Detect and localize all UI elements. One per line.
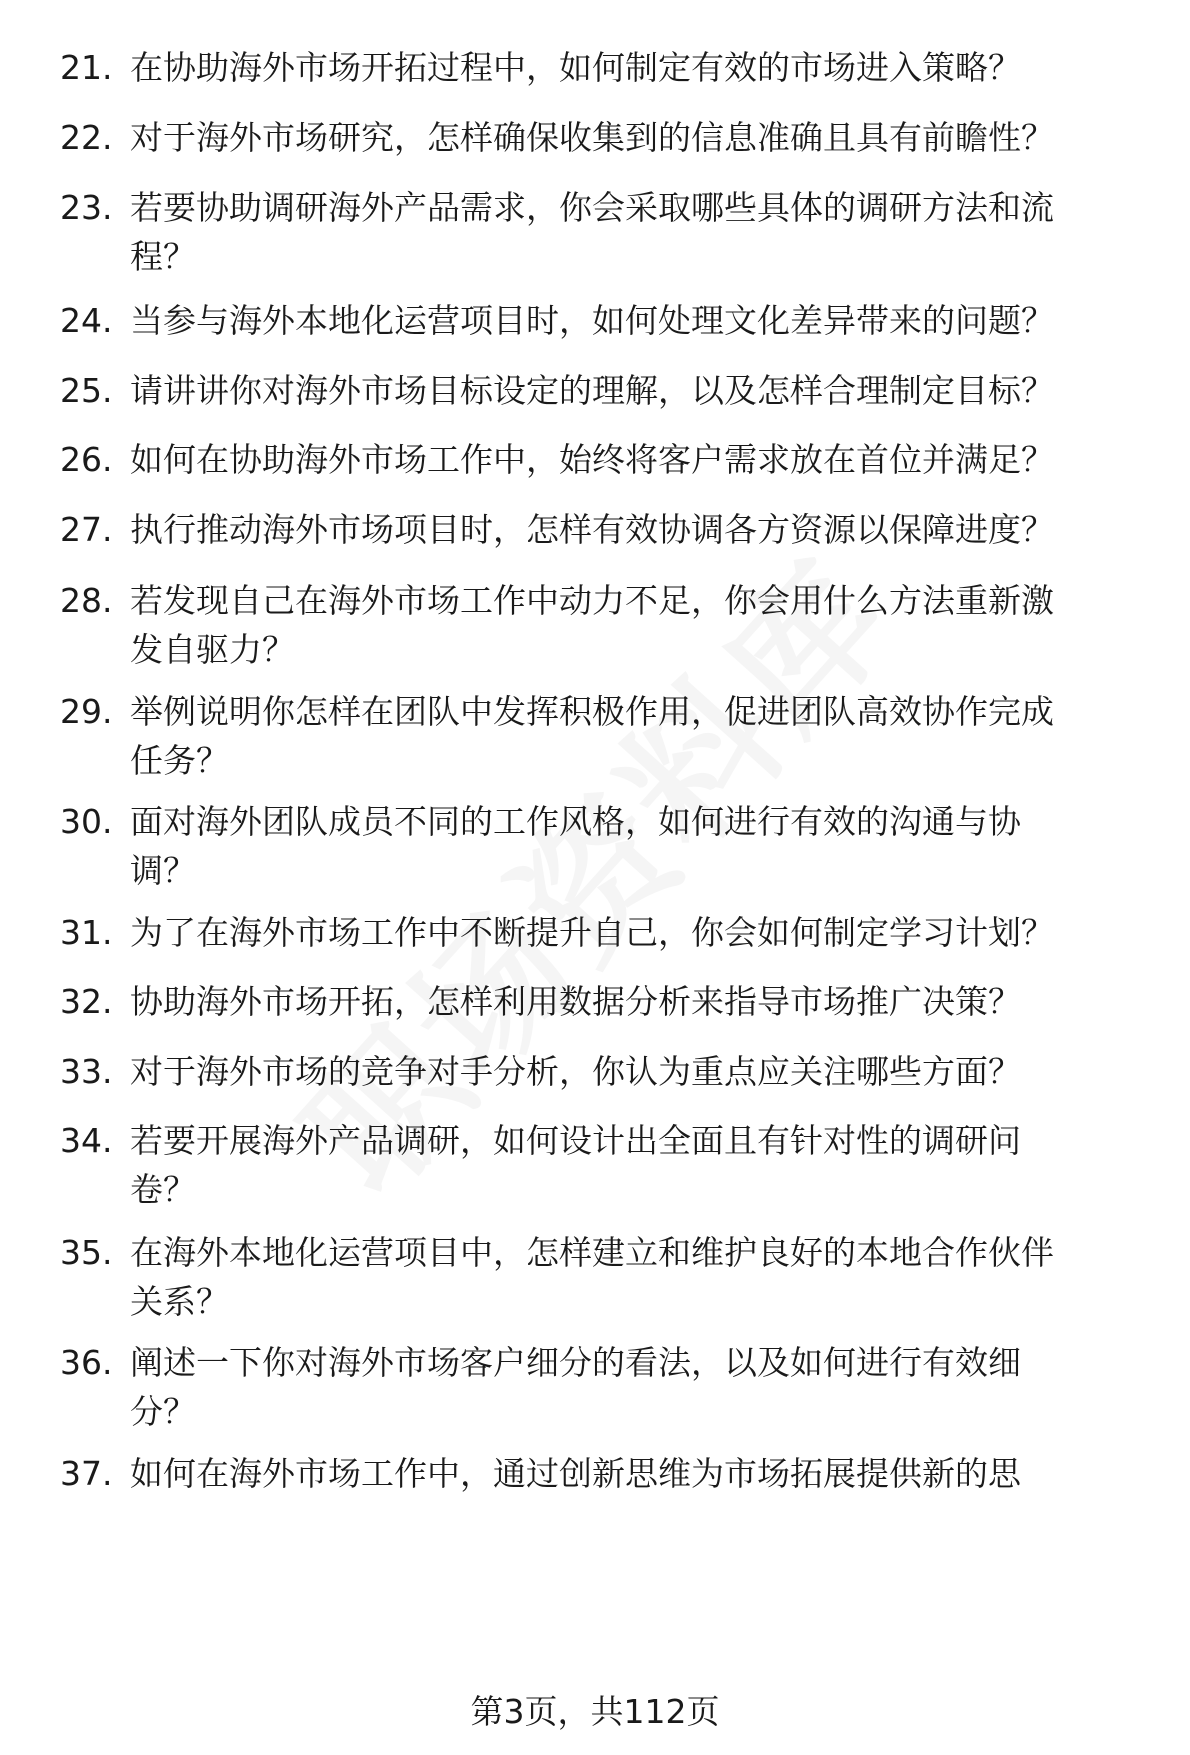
question-text <box>130 576 1190 674</box>
page-indicator: 第3页，共112页 <box>470 1692 720 1731</box>
question-number: 33. <box>60 1052 113 1091</box>
question-line: 如何在协助海外市场工作中，始终将客户需求放在首位并满足？ <box>130 440 1054 479</box>
question-line: 卷？ <box>130 1170 196 1209</box>
question-line: 阐述一下你对海外市场客户细分的看法，以及如何进行有效细 <box>130 1343 1021 1382</box>
question-text <box>130 1116 1190 1214</box>
question-line: 发自驱力？ <box>130 630 295 669</box>
question-line: 在海外本地化运营项目中，怎样建立和维护良好的本地合作伙伴 <box>130 1233 1054 1272</box>
question-text <box>130 1228 1190 1326</box>
question-line: 如何在海外市场工作中，通过创新思维为市场拓展提供新的思 <box>130 1454 1021 1493</box>
question-number: 27. <box>60 510 113 549</box>
question-line: 在协助海外市场开拓过程中，如何制定有效的市场进入策略？ <box>130 48 1021 87</box>
question-number: 28. <box>60 581 113 620</box>
question-text <box>130 1047 1190 1096</box>
question-line: 若要协助调研海外产品需求，你会采取哪些具体的调研方法和流 <box>130 188 1054 227</box>
question-text <box>130 366 1190 415</box>
question-text <box>130 797 1190 895</box>
question-line: 关系？ <box>130 1282 229 1321</box>
question-number: 35. <box>60 1233 113 1272</box>
question-text <box>130 687 1190 785</box>
question-text <box>130 505 1190 554</box>
question-number: 26. <box>60 440 113 479</box>
question-text <box>130 977 1190 1026</box>
question-number: 37. <box>60 1454 113 1493</box>
question-line: 若要开展海外产品调研，如何设计出全面且有针对性的调研问 <box>130 1121 1021 1160</box>
question-text <box>130 43 1190 92</box>
question-number: 36. <box>60 1343 113 1382</box>
question-number: 22. <box>60 118 113 157</box>
question-number: 24. <box>60 301 113 340</box>
question-number: 25. <box>60 371 113 410</box>
question-line: 协助海外市场开拓，怎样利用数据分析来指导市场推广决策？ <box>130 982 1021 1021</box>
question-text <box>130 296 1190 345</box>
question-number: 32. <box>60 982 113 1021</box>
question-line: 调？ <box>130 851 196 890</box>
question-line: 分？ <box>130 1392 196 1431</box>
question-text <box>130 1449 1190 1498</box>
question-number: 29. <box>60 692 113 731</box>
question-line: 对于海外市场的竞争对手分析，你认为重点应关注哪些方面？ <box>130 1052 1021 1091</box>
question-number: 30. <box>60 802 113 841</box>
question-line: 程？ <box>130 237 196 276</box>
question-text <box>130 908 1190 957</box>
question-line: 为了在海外市场工作中不断提升自己，你会如何制定学习计划？ <box>130 913 1054 952</box>
question-text <box>130 435 1190 484</box>
question-line: 若发现自己在海外市场工作中动力不足，你会用什么方法重新激 <box>130 581 1054 620</box>
question-number: 21. <box>60 48 113 87</box>
question-line: 面对海外团队成员不同的工作风格，如何进行有效的沟通与协 <box>130 802 1021 841</box>
question-number: 34. <box>60 1121 113 1160</box>
question-line: 任务？ <box>130 741 229 780</box>
question-text <box>130 113 1190 162</box>
question-line: 举例说明你怎样在团队中发挥积极作用，促进团队高效协作完成 <box>130 692 1054 731</box>
question-line: 对于海外市场研究，怎样确保收集到的信息准确且具有前瞻性？ <box>130 118 1054 157</box>
question-number: 23. <box>60 188 113 227</box>
question-line: 执行推动海外市场项目时，怎样有效协调各方资源以保障进度？ <box>130 510 1054 549</box>
question-text <box>130 1338 1190 1436</box>
question-line: 当参与海外本地化运营项目时，如何处理文化差异带来的问题？ <box>130 301 1054 340</box>
question-number: 31. <box>60 913 113 952</box>
question-text <box>130 183 1190 281</box>
question-line: 请讲讲你对海外市场目标设定的理解，以及怎样合理制定目标？ <box>130 371 1054 410</box>
